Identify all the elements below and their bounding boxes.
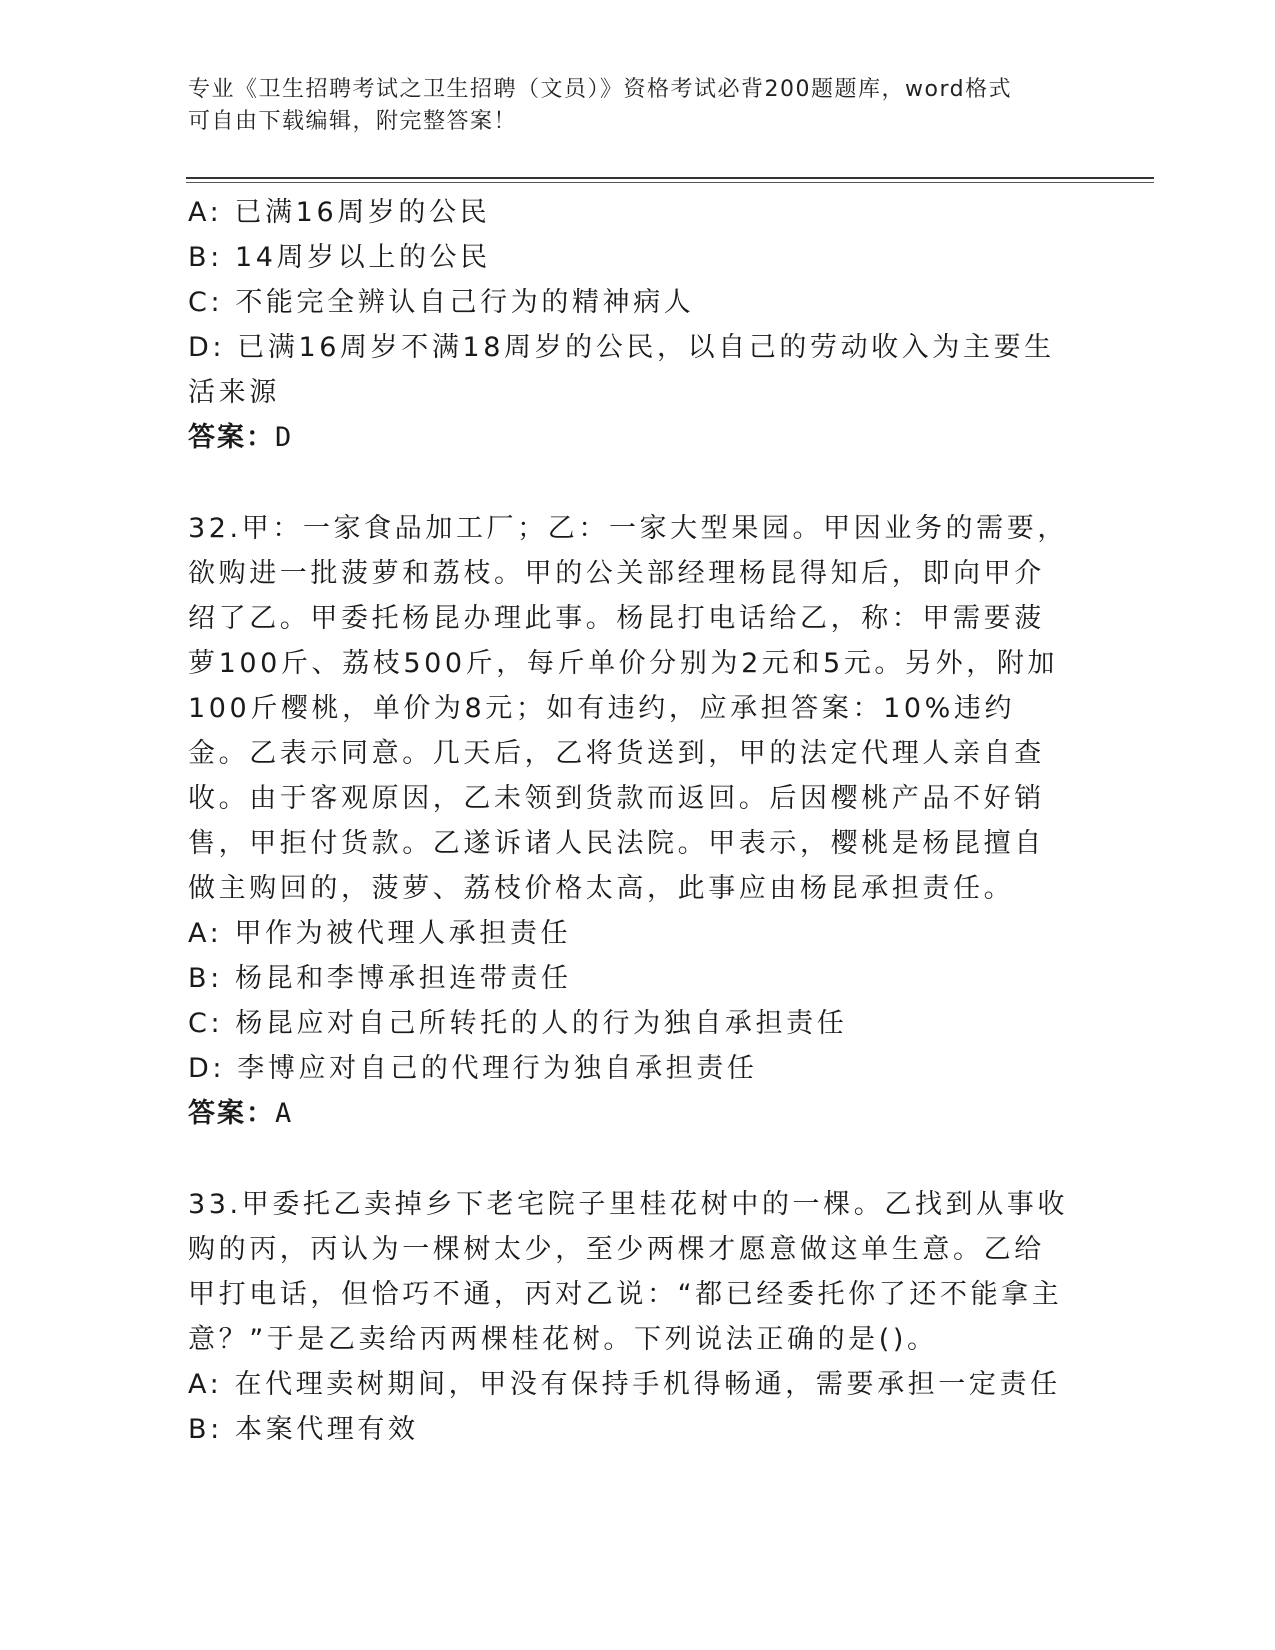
answer-value: A <box>275 1098 292 1129</box>
spacer <box>188 460 1068 506</box>
question-32 <box>188 506 1068 1136</box>
option-c: C: 不能完全辨认自己行为的精神病人 <box>188 287 695 318</box>
spacer <box>188 1136 1068 1182</box>
header-divider-thin <box>186 182 1154 183</box>
page-header <box>188 74 1088 138</box>
answer-line <box>188 1091 1068 1136</box>
question-31 <box>188 190 1068 460</box>
header-title-line2: 可自由下载编辑，附完整答案！ <box>188 109 518 134</box>
option-a: A: 在代理卖树期间，甲没有保持手机得畅通，需要承担一定责任 <box>188 1369 1061 1400</box>
option-a: A: 已满16周岁的公民 <box>188 197 491 228</box>
header-title-line1: 专业《卫生招聘考试之卫生招聘（文员）》资格考试必背200题题库，word格式 <box>188 77 1013 102</box>
option-b: B: 14周岁以上的公民 <box>188 242 491 273</box>
answer-label: 答案： <box>188 1098 275 1129</box>
question-stem: 32.甲：一家食品加工厂；乙：一家大型果园。甲因业务的需要，欲购进一批菠萝和荔枝。甲的公关部经理杨昆得知后，即向甲介绍了乙。甲委托杨昆办理此事。杨昆打电话给乙，称：甲需要菠萝100斤、荔枝500斤，每斤单价分别为2元和5元。另外，附加100斤樱桃，单价为8元；如有违约，应承担答案：10%违约金。乙表示同意。几天后，乙将货送到，甲的法定代理人亲自查收。由于客观原因，乙未领到货款而返回。后因樱桃产品不好销售，甲拒付货款。乙遂诉诸人民法院。甲表示，樱桃是杨昆擅自做主购回的，菠萝、荔枝价格太高，此事应由杨昆承担责任。 <box>188 513 1068 904</box>
option-d: D: 已满16周岁不满18周岁的公民，以自己的劳动收入为主要生活来源 <box>188 332 1055 408</box>
header-divider <box>186 177 1154 179</box>
question-33 <box>188 1182 1068 1452</box>
answer-label: 答案： <box>188 422 275 453</box>
answer-line <box>188 415 1068 460</box>
option-a: A: 甲作为被代理人承担责任 <box>188 918 572 949</box>
option-d: D: 李博应对自己的代理行为独自承担责任 <box>188 1053 758 1084</box>
option-b: B: 杨昆和李博承担连带责任 <box>188 963 572 994</box>
option-b: B: 本案代理有效 <box>188 1414 419 1445</box>
answer-value: D <box>275 422 292 453</box>
option-c: C: 杨昆应对自己所转托的人的行为独自承担责任 <box>188 1008 848 1039</box>
question-stem: 33.甲委托乙卖掉乡下老宅院子里桂花树中的一棵。乙找到从事收购的丙，丙认为一棵树太少，至少两棵才愿意做这单生意。乙给甲打电话，但恰巧不通，丙对乙说：“都已经委托你了还不能拿主意？”于是乙卖给丙两棵桂花树。下列说法正确的是()。 <box>188 1189 1068 1355</box>
document-body <box>188 190 1068 1452</box>
